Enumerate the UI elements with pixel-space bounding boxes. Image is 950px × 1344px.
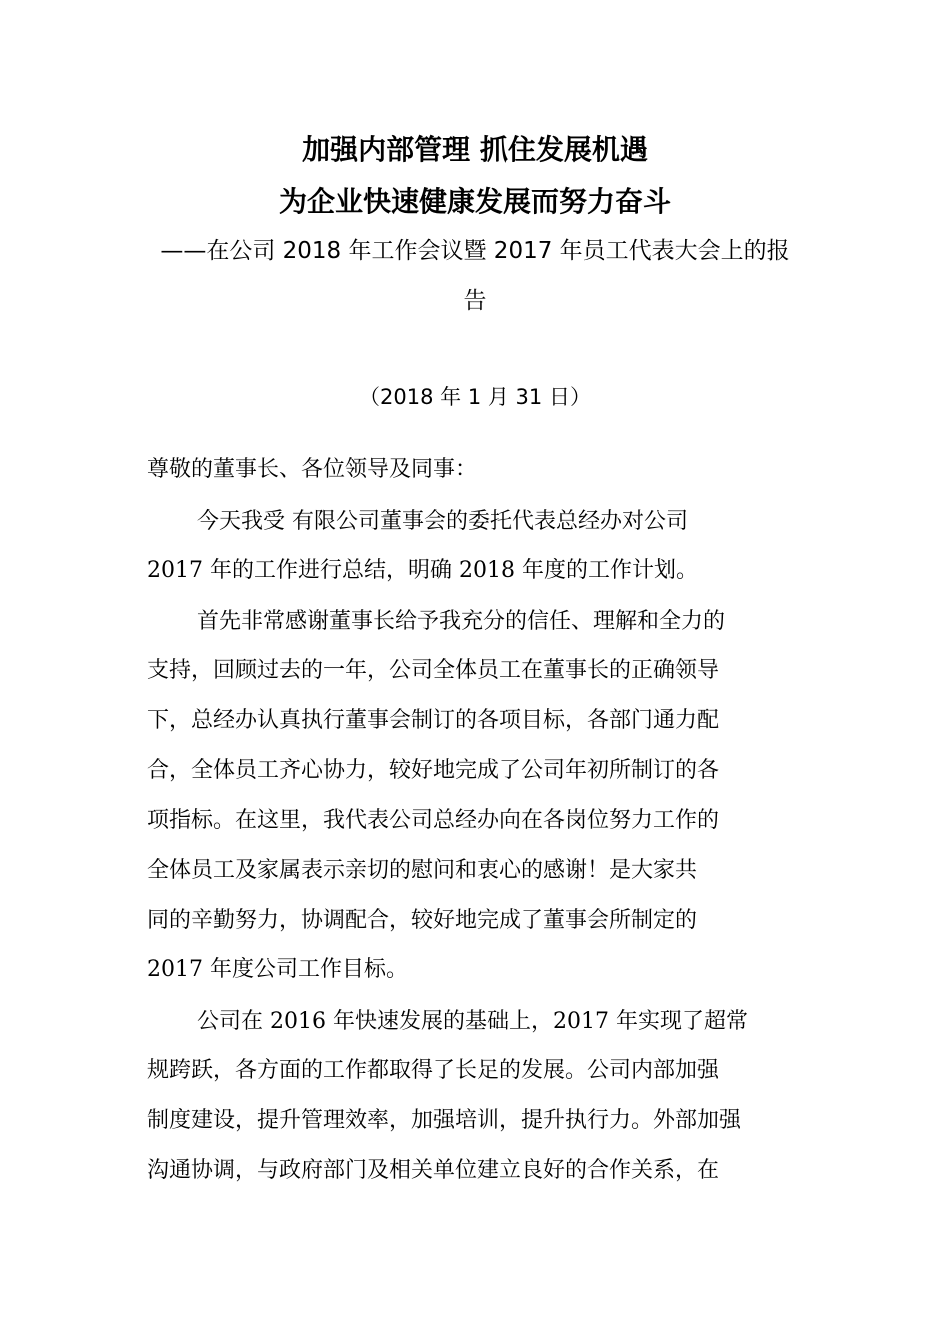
paragraph-line: 沟通协调，与政府部门及相关单位建立良好的合作关系，在 <box>147 1158 720 1183</box>
paragraph-line: 下，总经办认真执行董事会制订的各项目标，各部门通力配 <box>147 708 720 733</box>
paragraph-line: 首先非常感谢董事长给予我充分的信任、理解和全力的 <box>197 609 726 634</box>
paragraph-line: 2017 年的工作进行总结，明确 2018 年度的工作计划。 <box>147 558 698 583</box>
paragraph-line: 支持，回顾过去的一年，公司全体员工在董事长的正确领导 <box>147 658 720 683</box>
paragraph-line: 项指标。在这里，我代表公司总经办向在各岗位努力工作的 <box>147 808 720 833</box>
title-line-1: 加强内部管理 抓住发展机遇 <box>302 133 648 166</box>
paragraph-line: 今天我受 有限公司董事会的委托代表总经办对公司 <box>197 509 688 534</box>
title-line-2: 为企业快速健康发展而努力奋斗 <box>278 185 671 218</box>
salutation: 尊敬的董事长、各位领导及同事： <box>147 457 478 482</box>
subtitle-line-1: ——在公司 2018 年工作会议暨 2017 年员工代表大会上的报 <box>160 238 790 264</box>
paragraph-line: 制度建设，提升管理效率，加强培训，提升执行力。外部加强 <box>147 1108 742 1133</box>
paragraph-line: 规跨跃，各方面的工作都取得了长足的发展。公司内部加强 <box>147 1058 720 1083</box>
paragraph-line: 合，全体员工齐心协力，较好地完成了公司年初所制订的各 <box>147 758 720 783</box>
paragraph-line: 2017 年度公司工作目标。 <box>147 957 408 982</box>
paragraph-line: 同的辛勤努力，协调配合，较好地完成了董事会所制定的 <box>147 908 698 933</box>
paragraph-line: 全体员工及家属表示亲切的慰问和衷心的感谢！是大家共 <box>147 858 698 883</box>
report-date: （2018 年 1 月 31 日） <box>359 385 591 409</box>
paragraph-line: 公司在 2016 年快速发展的基础上，2017 年实现了超常 <box>197 1009 748 1034</box>
subtitle-line-2: 告 <box>463 288 487 314</box>
